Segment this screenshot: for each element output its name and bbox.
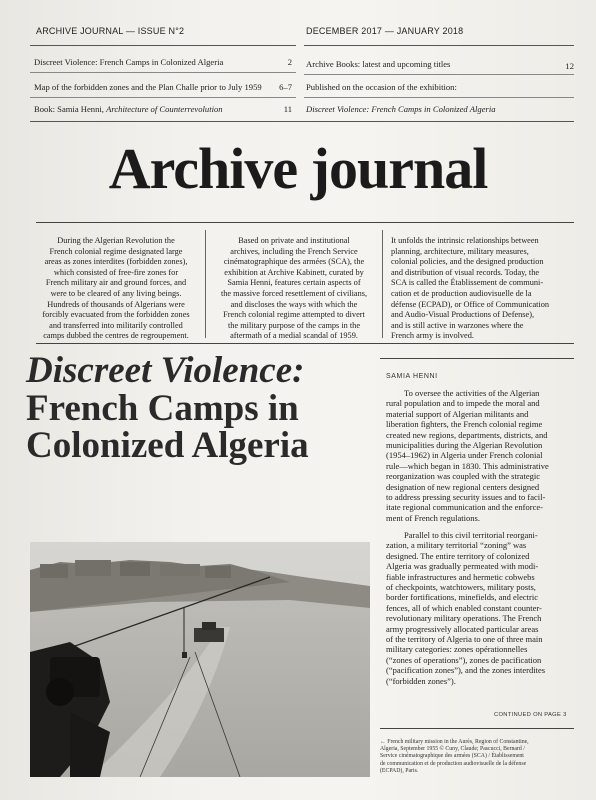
intro-column-2 bbox=[212, 236, 376, 342]
toc-item[interactable] bbox=[34, 104, 223, 114]
intro-line: French military air and ground forces, and bbox=[45, 278, 187, 288]
book-title: Architecture of Counterrevolution bbox=[106, 104, 223, 114]
toc-item[interactable] bbox=[306, 59, 450, 69]
masthead-title: Archive journal bbox=[108, 136, 488, 201]
article-line: border fortifications, minefields, and electric bbox=[386, 592, 538, 603]
exhibition-title: Discreet Violence: French Camps in Colonized Algeria bbox=[306, 104, 496, 114]
caption-line: ← French military mission in the Aurès, Region of Constantine, bbox=[380, 739, 529, 745]
headline-line-2: French Camps in bbox=[26, 387, 299, 429]
intro-column-3 bbox=[391, 236, 577, 342]
column-divider bbox=[205, 230, 206, 338]
intro-line: the military purpose of the camps in the bbox=[227, 320, 361, 330]
intro-line: colonial policies, and the designed production bbox=[391, 257, 544, 267]
issue-label: ARCHIVE JOURNAL — ISSUE N°2 bbox=[36, 26, 185, 36]
article-line: rural population and to impede the moral and bbox=[386, 398, 540, 409]
article-line: Parallel to this civil territorial reorgani- bbox=[404, 530, 538, 540]
article-line: (1954–1962) in Algeria under French colonial bbox=[386, 450, 543, 461]
intro-column-1 bbox=[36, 236, 196, 342]
divider bbox=[36, 343, 574, 344]
author-byline: SAMIA HENNI bbox=[386, 373, 438, 380]
article-line: rule—which began in 1830. This administrative bbox=[386, 460, 549, 471]
article-headline bbox=[26, 352, 309, 465]
divider bbox=[304, 45, 574, 46]
article-line: material support of Algerian militants and bbox=[386, 408, 529, 419]
article-line: of the territory of Algeria to one of three main bbox=[386, 634, 543, 645]
article-line: Algeria was gradually permeated with modi- bbox=[386, 561, 539, 572]
divider bbox=[30, 121, 574, 122]
article-line: fiable infrastructures and hermetic cobwebs bbox=[386, 571, 535, 582]
intro-line: French colonial regime attempted to divert bbox=[223, 310, 365, 320]
intro-line: and Audio-Visual Productions of Defense), bbox=[391, 310, 535, 320]
article-line: designed. The entire territory of colonized bbox=[386, 550, 530, 561]
toc-title: Discreet Violence: French Camps in Colonized Algeria bbox=[34, 57, 224, 67]
toc-page: 6–7 bbox=[279, 82, 292, 92]
caption-line: Algeria, September 1955 © Cuny, Claude; Pascucci, Bernard / bbox=[380, 746, 525, 753]
article-line: (“forbidden zones”). bbox=[386, 675, 456, 686]
toc-page: 12 bbox=[565, 61, 574, 71]
intro-line: défense (ECPAD), or Office of Communication bbox=[391, 299, 550, 309]
article-paragraph-2 bbox=[386, 530, 574, 686]
article-line: fences, all of which enabled constant counter- bbox=[386, 602, 542, 613]
divider bbox=[30, 97, 296, 98]
intro-line: forcibly evacuated from the forbidden zones bbox=[42, 310, 190, 320]
divider bbox=[380, 358, 574, 359]
headline-line-3: Colonized Algeria bbox=[26, 425, 309, 467]
toc-title: Archive Books: latest and upcoming titles bbox=[306, 59, 451, 69]
intro-line: It unfolds the intrinsic relationships between bbox=[391, 236, 539, 245]
intro-line: cinématographique des armées (SCA), the bbox=[223, 257, 365, 267]
caption-line: (ECPAD), Paris. bbox=[380, 767, 419, 774]
article-line: itate regional communication and the enforce- bbox=[386, 502, 543, 513]
divider bbox=[380, 728, 574, 729]
article-line: (“zones of operations”), zones de pacification bbox=[386, 654, 542, 665]
divider bbox=[304, 74, 574, 75]
date-label: DECEMBER 2017 — JANUARY 2018 bbox=[306, 26, 464, 36]
intro-line: SCA is called the Établissement de communi- bbox=[391, 278, 544, 288]
article-line: military categories: zones opérationnelles bbox=[386, 644, 528, 655]
article-line: (“pacification zones”), and the zones interdites bbox=[386, 665, 546, 676]
article-line: to address pressing security issues and to facil- bbox=[386, 492, 546, 503]
article-paragraph-1 bbox=[386, 388, 574, 523]
column-divider bbox=[382, 230, 383, 338]
intro-line: were to be cleared of any living beings. bbox=[50, 288, 182, 298]
caption-line: de communication et de production audiovisuelle de la défense bbox=[380, 760, 527, 767]
article-line: of checkpoints, watchtowers, military posts, bbox=[386, 582, 536, 593]
article-line: created new regions, departments, districts, and bbox=[386, 429, 548, 440]
divider bbox=[30, 72, 296, 73]
intro-line: and transferred into militarily controlled bbox=[49, 320, 183, 330]
intro-line: areas as zones interdites (forbidden zones), bbox=[44, 257, 188, 267]
toc-item[interactable] bbox=[34, 82, 262, 92]
divider bbox=[304, 97, 574, 98]
divider bbox=[30, 45, 296, 46]
continued-note[interactable]: CONTINUED ON PAGE 3 bbox=[494, 712, 567, 718]
intro-line: Hundreds of thousands of Algerians were bbox=[47, 299, 185, 309]
article-line: To oversee the activities of the Algerian bbox=[404, 388, 540, 398]
intro-line: French colonial regime designated large bbox=[49, 246, 183, 256]
article-line: army progressively allocated particular areas bbox=[386, 623, 539, 634]
military-photo bbox=[30, 542, 370, 777]
toc-title: Book: Samia Henni, bbox=[34, 104, 107, 114]
article-line: municipalities during the Algerian Revolution bbox=[386, 440, 543, 451]
intro-line: exhibition at Archive Kabinett, curated by bbox=[224, 267, 364, 277]
intro-line: aftermath of a medial scandal of 1959. bbox=[230, 331, 358, 341]
intro-line: and distribution of visual records. Today, the bbox=[391, 267, 540, 277]
intro-line: and is still active in warzones where the bbox=[391, 320, 524, 330]
intro-line: which consisted of free-fire zones for bbox=[53, 267, 179, 277]
intro-line: Based on private and institutional bbox=[238, 236, 350, 245]
intro-line: camps dubbed the centres de regroupement. bbox=[43, 331, 189, 341]
intro-line: French army is involved. bbox=[391, 331, 474, 341]
article-line: zation, a military territorial “zoning” was bbox=[386, 540, 527, 551]
intro-line: During the Algerian Revolution the bbox=[57, 236, 175, 245]
toc-item[interactable] bbox=[34, 57, 223, 67]
caption-line: Service cinématographique des armées (SCA) / Établissement bbox=[380, 753, 524, 760]
intro-line: planning, architecture, military measures, bbox=[391, 246, 529, 256]
photo-caption bbox=[380, 739, 580, 775]
article-line: reorganization was coupled with the strategic bbox=[386, 471, 540, 482]
article-line: liberation fighters, the French colonial regime bbox=[386, 419, 543, 430]
toc-item: Published on the occasion of the exhibition: bbox=[306, 82, 457, 92]
intro-line: the massive forced resettlement of civilians, bbox=[220, 288, 368, 298]
intro-line: archives, including the French Service bbox=[230, 246, 358, 256]
intro-line: Samia Henni, features certain aspects of bbox=[227, 278, 361, 288]
intro-line: and discloses the ways with which the bbox=[230, 299, 358, 309]
toc-title: Map of the forbidden zones and the Plan Challe prior to July 1959 bbox=[34, 82, 262, 92]
divider bbox=[36, 222, 574, 223]
article-line: ment of French regulations. bbox=[386, 512, 480, 523]
headline-line-1: Discreet Violence: bbox=[26, 350, 305, 391]
toc-page: 2 bbox=[287, 57, 292, 67]
article-line: revolutionary military operations. The French bbox=[386, 613, 542, 624]
intro-line: cation et de production audiovisuelle de la bbox=[391, 288, 532, 298]
toc-page: 11 bbox=[283, 104, 292, 114]
article-line: designation of new regional centers designed bbox=[386, 481, 540, 492]
